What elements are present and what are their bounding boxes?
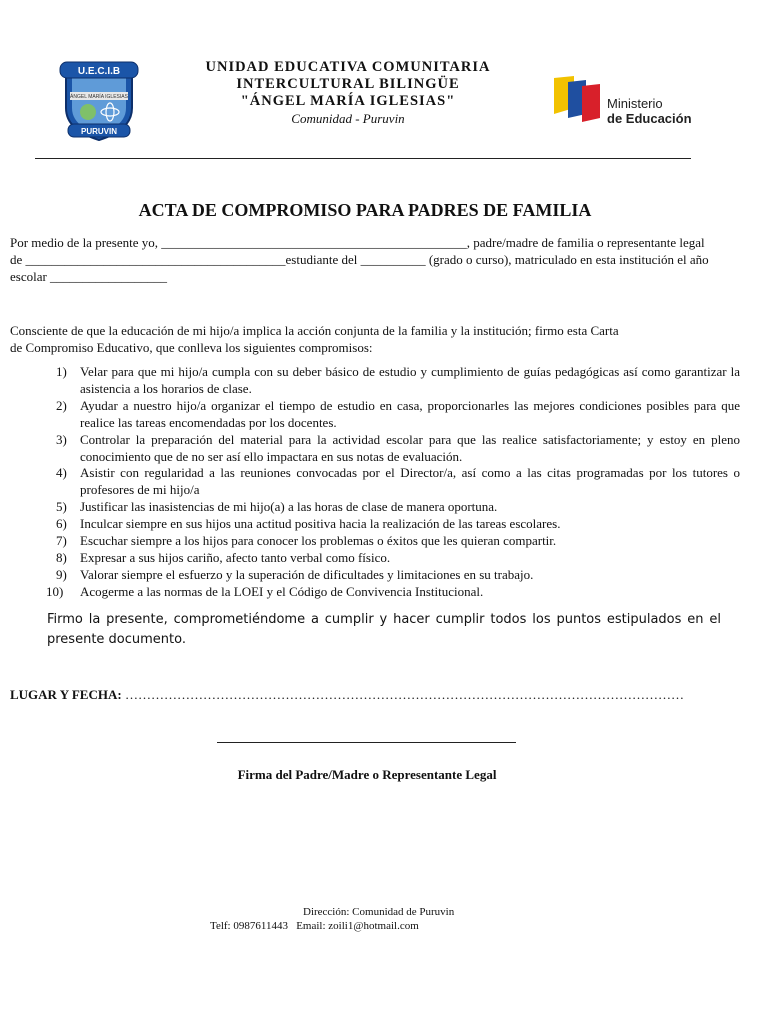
ministry-line1: Ministerio bbox=[607, 96, 663, 111]
intro-paragraph bbox=[10, 234, 722, 285]
list-item: 3) Controlar la preparación del material para la actividad escolar para que las realice satisfactoriamente; y estoy en pleno conocimiento que de no ser así ello impactara en sus notas de evaluación. bbox=[56, 431, 740, 464]
footer-contact: Telf: 0987611443 Email: zoili1@hotmail.com bbox=[210, 920, 419, 932]
school-name-line1: UNIDAD EDUCATIVA COMUNITARIA bbox=[205, 59, 491, 75]
header-divider bbox=[35, 158, 691, 159]
school-logo bbox=[58, 56, 140, 144]
list-item: 6) Inculcar siempre en sus hijos una actitud positiva hacia la realización de las tareas escolares. bbox=[56, 516, 561, 532]
closing-statement: Firmo la presente, comprometiéndome a cumplir y hacer cumplir todos los puntos estipulados en el presente documento. bbox=[47, 612, 721, 647]
signature-line[interactable] bbox=[217, 742, 516, 743]
consciente-paragraph bbox=[10, 322, 722, 356]
list-item: 9) Valorar siempre el esfuerzo y la superación de dificultades y limitaciones en su trabajo. bbox=[56, 566, 534, 582]
place-date-field[interactable] bbox=[10, 687, 684, 703]
footer-address: Dirección: Comunidad de Puruvin bbox=[303, 906, 455, 918]
school-community: Comunidad - Puruvin bbox=[291, 111, 405, 126]
list-item: 4) Asistir con regularidad a las reuniones convocadas por el Director/a, así como a las citas programadas por los tutores o profesores de mi hijo/a bbox=[56, 465, 740, 498]
list-item: 1) Velar para que mi hijo/a cumpla con su deber básico de estudio y cumplimiento de guías pedagógicas así como garantizar la asistencia a los horarios de clase. bbox=[56, 364, 740, 396]
logo-bottom-text: PURUVIN bbox=[80, 127, 118, 136]
consciente-line-2: de Compromiso Educativo, que conlleva los siguientes compromisos: bbox=[10, 340, 373, 355]
school-name-line2: INTERCULTURAL BILINGÜE bbox=[236, 76, 460, 92]
list-item: 2) Ayudar a nuestro hijo/a organizar el tiempo de estudio en casa, proporcionarles las mejores condiciones posibles para que realice las tareas encomendadas por los docentes. bbox=[56, 397, 740, 430]
intro-line-1: Por medio de la presente yo, _______________________________________________, padre/madre de familia o representante legal bbox=[10, 235, 705, 250]
signature-label: Firma del Padre/Madre o Representante Legal bbox=[237, 767, 497, 782]
place-date-label: LUGAR Y FECHA: bbox=[10, 687, 122, 702]
document-title: ACTA DE COMPROMISO PARA PADRES DE FAMILIA bbox=[138, 200, 592, 220]
logo-motto-text: ÁNGEL MARÍA IGLESIAS bbox=[70, 94, 128, 100]
ministry-name bbox=[607, 96, 692, 126]
consciente-line-1: Consciente de que la educación de mi hijo/a implica la acción conjunta de la familia y la institución; firmo esta Carta bbox=[10, 323, 619, 338]
list-item: 8) Expresar a sus hijos cariño, afecto tanto verbal como físico. bbox=[56, 549, 391, 565]
place-date-blank: ………………………………………………………………………………………………………………… bbox=[124, 687, 684, 702]
school-name-line3: "ÁNGEL MARÍA IGLESIAS" bbox=[240, 93, 456, 109]
list-item: 5) Justificar las inasistencias de mi hijo(a) a las horas de clase de manera oportuna. bbox=[56, 499, 498, 515]
ministry-line2: de Educación bbox=[607, 111, 692, 126]
logo-top-text: U.E.C.I.B bbox=[77, 66, 121, 77]
list-item: 7) Escuchar siempre a los hijos para conocer los problemas o éxitos que les quieran compartir. bbox=[56, 533, 557, 549]
intro-line-2: de ________________________________________estudiante del __________ (grado o curso), matriculado en esta institución el año bbox=[10, 252, 709, 267]
intro-line-3: escolar __________________ bbox=[10, 269, 168, 284]
commitments-list bbox=[38, 364, 740, 601]
ministry-flag-icon bbox=[552, 74, 604, 124]
list-item: 10) Acogerme a las normas de la LOEI y el Código de Convivencia Institucional. bbox=[46, 583, 484, 599]
